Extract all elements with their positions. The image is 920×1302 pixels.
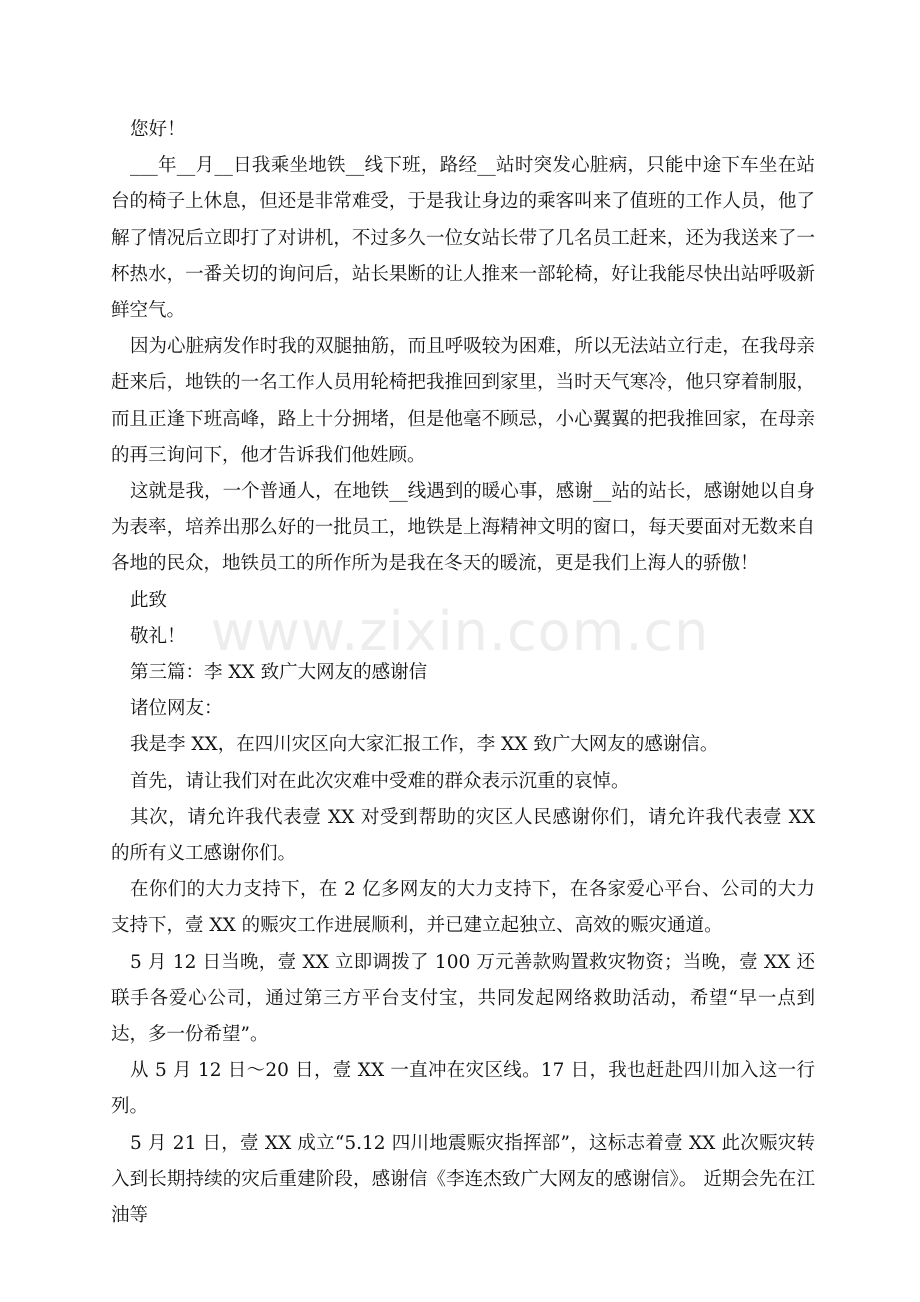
- paragraph-gratitude: 其次，请允许我代表壹 XX 对受到帮助的灾区人民感谢你们，请允许我代表壹 XX 的所有义工感谢你们。: [111, 806, 815, 865]
- paragraph-may21: 5 月 21 日，壹 XX 成立“5.12 四川地震赈灾指挥部”，这标志着壹 XX 此次赈灾转入到长期持续的灾后重建阶段，感谢信《李连杰致广大网友的感谢信》。 近期会先在江油等: [111, 1132, 815, 1227]
- greeting: 您好！: [130, 119, 186, 140]
- paragraph-mourning: 首先，请让我们对在此次灾难中受难的群众表示沉重的哀悼。: [130, 770, 630, 792]
- paragraph-wheelchair: 因为心脏病发作时我的双腿抽筋，而且呼吸较为困难，所以无法站立行走，在我母亲赶来后，地铁的一名工作人员用轮椅把我推回到家里，当时天气寒冷，他只穿着制服，而且正逢下班高峰，路上十分拥堵，但是他毫不顾忌，小心翼翼的把我推回家，在母亲的再三询问下，他才告诉我们他姓顾。: [111, 336, 815, 466]
- paragraph-support: 在你们的大力支持下，在 2 亿多网友的大力支持下，在各家爱心平台、公司的大力支持下，壹 XX 的赈灾工作进展顺利，并已建立起独立、高效的赈灾通道。: [111, 879, 815, 937]
- paragraph-may12: 5 月 12 日当晚，壹 XX 立即调拨了 100 万元善款购置救灾物资；当晚，壹 XX 还联手各爱心公司，通过第三方平台支付宝，共同发起网络救助活动，希望“早一点到达，多一份希望”。: [111, 951, 815, 1046]
- salutation: 诸位网友：: [130, 698, 223, 720]
- closing-cizhi: 此致: [130, 589, 168, 611]
- paragraph-incident: ___年__月__日我乘坐地铁__线下班，路经__站时突发心脏病，只能中途下车坐在站台的椅子上休息，但还是非常难受，于是我让身边的乘客叫来了值班的工作人员，他了解了情况后立即打了对讲机，不过多久一位女站长带了几名员工赶来，还为我送来了一杯热水，一番关切的询问后，站长果断的让人推来一部轮椅，好让我能尽快出站呼吸新鲜空气。: [111, 155, 815, 322]
- closing-jingli: 敬礼！: [130, 625, 186, 647]
- document-body: [111, 112, 815, 1234]
- paragraph-may12-20: 从 5 月 12 日～20 日，壹 XX 一直冲在灾区线。17 日，我也赶赴四川加入这一行列。: [111, 1060, 815, 1118]
- paragraph-thanks: 这就是我，一个普通人，在地铁__线遇到的暖心事，感谢__站的站长，感谢她以自身为表率，培养出那么好的一批员工，地铁是上海精神文明的窗口，每天要面对无数来自各地的民众，地铁员工的所作所为是我在冬天的暖流，更是我们上海人的骄傲！: [111, 481, 815, 575]
- watermark: www.zixin.com.cn: [210, 600, 710, 663]
- section-title: 第三篇：李 XX 致广大网友的感谢信: [130, 662, 428, 684]
- paragraph-intro: 我是李 XX，在四川灾区向大家汇报工作，李 XX 致广大网友的感谢信。: [130, 734, 719, 756]
